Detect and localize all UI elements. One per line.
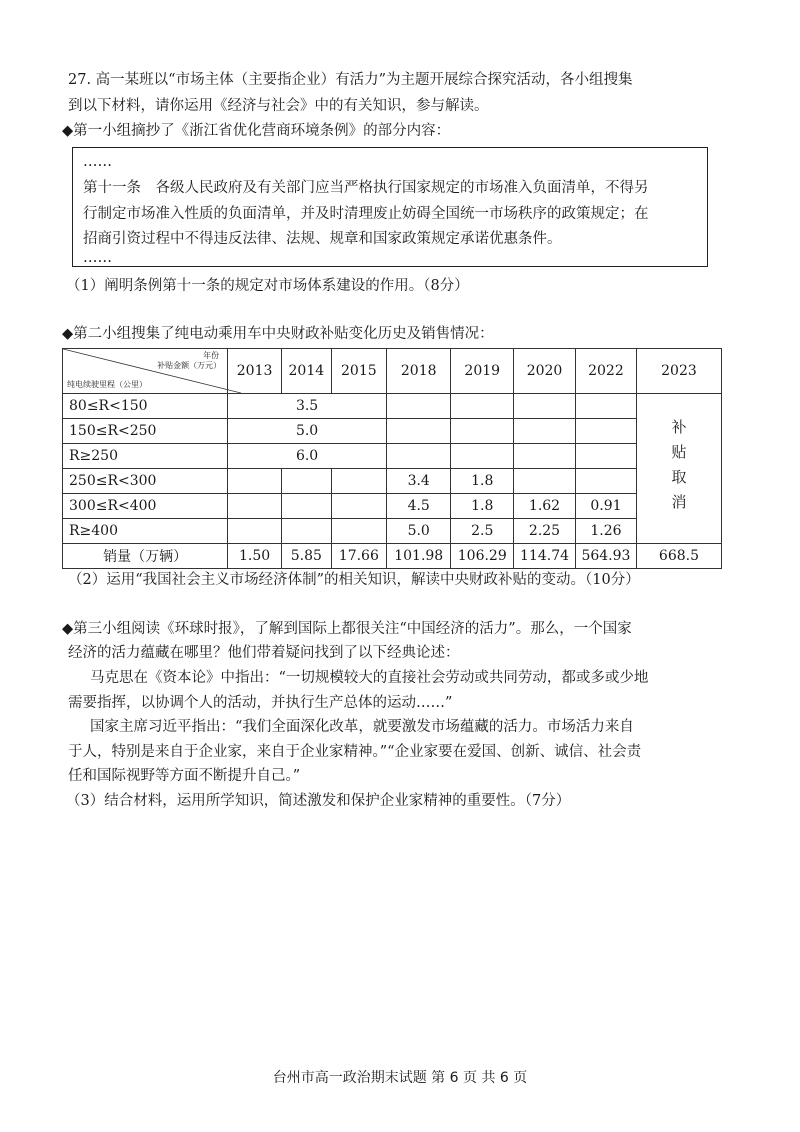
question-1: （1）阐明条例第十一条的规定对市场体系建设的作用。（8分） bbox=[66, 278, 469, 294]
table-corner-cell bbox=[63, 349, 228, 394]
subsidy-cancelled-cell: 补贴取消 bbox=[636, 394, 721, 544]
table-row bbox=[63, 469, 722, 494]
subsidy-cell bbox=[514, 419, 576, 444]
table-row bbox=[63, 519, 722, 544]
excerpt-line-1: 第十一条 各级人民政府及有关部门应当严格执行国家规定的市场准入负面清单，不得另 bbox=[83, 180, 649, 196]
subsidy-cell bbox=[282, 519, 332, 544]
subsidy-cell: 2.5 bbox=[451, 519, 514, 544]
corner-amount-label: 补贴金额（万元） bbox=[157, 361, 222, 370]
subsidy-cell bbox=[282, 494, 332, 519]
sales-label: 销量（万辆） bbox=[63, 544, 228, 569]
subsidy-cell bbox=[331, 469, 386, 494]
sales-cell: 17.66 bbox=[331, 544, 386, 569]
page-footer: 台州市高一政治期末试题 第 6 页 共 6 页 bbox=[272, 1070, 528, 1086]
year-header: 2022 bbox=[575, 349, 636, 394]
subsidy-cell: 1.8 bbox=[451, 494, 514, 519]
subsidy-cell bbox=[451, 419, 514, 444]
sales-cell: 106.29 bbox=[451, 544, 514, 569]
subsidy-cell bbox=[514, 444, 576, 469]
xi-quote-line-3: 任和国际视野等方面不断提升自己。” bbox=[68, 768, 301, 784]
subsidy-cell bbox=[228, 519, 282, 544]
subsidy-cell bbox=[228, 469, 282, 494]
intro-line-2: 到以下材料，请你运用《经济与社会》中的有关知识，参与解读。 bbox=[68, 98, 489, 114]
subsidy-cell bbox=[331, 494, 386, 519]
marx-quote-line-2: 需要指挥，以协调个人的活动，并执行生产总体的运动……” bbox=[68, 695, 453, 711]
range-cell: 150≤R<250 bbox=[63, 419, 228, 444]
subsidy-cell: 1.8 bbox=[451, 469, 514, 494]
question-2: （2）运用“我国社会主义市场经济体制”的相关知识，解读中央财政补贴的变动。（10分） bbox=[68, 572, 640, 588]
range-cell: 250≤R<300 bbox=[63, 469, 228, 494]
subsidy-cell bbox=[387, 419, 451, 444]
subsidy-cell bbox=[282, 469, 332, 494]
excerpt-line-3: 招商引资过程中不得违反法律、法规、规章和国家政策规定承诺优惠条件。 bbox=[83, 231, 562, 247]
subsidy-cell bbox=[451, 394, 514, 419]
subsidy-cell bbox=[575, 394, 636, 419]
group2-heading: ◆第二小组搜集了纯电动乘用车中央财政补贴变化历史及销售情况： bbox=[62, 326, 494, 342]
subsidy-cell: 5.0 bbox=[228, 419, 387, 444]
group3-heading-line-2: 经济的活力蕴藏在哪里？他们带着疑问找到了以下经典论述： bbox=[68, 645, 460, 661]
subsidy-cell: 0.91 bbox=[575, 494, 636, 519]
sales-cell: 564.93 bbox=[575, 544, 636, 569]
subsidy-cell bbox=[575, 444, 636, 469]
subsidy-cell: 2.25 bbox=[514, 519, 576, 544]
year-header: 2014 bbox=[282, 349, 332, 394]
year-header: 2019 bbox=[451, 349, 514, 394]
sales-cell: 114.74 bbox=[514, 544, 576, 569]
regulation-excerpt-box bbox=[72, 147, 708, 267]
subsidy-cell: 3.4 bbox=[387, 469, 451, 494]
corner-year-label: 年份 bbox=[203, 351, 220, 360]
excerpt-ellipsis-top: …… bbox=[83, 154, 112, 170]
table-row bbox=[63, 444, 722, 469]
xi-quote-line-1: 国家主席习近平指出：“我们全面深化改革，就要激发市场蕴藏的活力。市场活力来自 bbox=[90, 719, 634, 735]
year-header: 2018 bbox=[387, 349, 451, 394]
subsidy-cell bbox=[387, 444, 451, 469]
intro-line-1: 27. 高一某班以“市场主体（主要指企业）有活力”为主题开展综合探究活动，各小组搜集 bbox=[68, 72, 633, 88]
marx-quote-line-1: 马克思在《资本论》中指出：“一切规模较大的直接社会劳动或共同劳动，都或多或少地 bbox=[90, 670, 649, 686]
question-3: （3）结合材料，运用所学知识，简述激发和保护企业家精神的重要性。（7分） bbox=[66, 793, 571, 809]
range-cell: R≥400 bbox=[63, 519, 228, 544]
subsidy-cell: 3.5 bbox=[228, 394, 387, 419]
excerpt-ellipsis-bottom: …… bbox=[83, 250, 112, 266]
subsidy-cell bbox=[575, 419, 636, 444]
subsidy-cell bbox=[331, 519, 386, 544]
subsidy-cell bbox=[514, 394, 576, 419]
group1-heading: ◆第一小组摘抄了《浙江省优化营商环境条例》的部分内容： bbox=[62, 123, 451, 139]
sales-cell: 101.98 bbox=[387, 544, 451, 569]
subsidy-cell bbox=[387, 394, 451, 419]
excerpt-line-2: 行制定市场准入性质的负面清单，并及时清理废止妨碍全国统一市场秩序的政策规定；在 bbox=[83, 206, 649, 222]
sales-cell: 1.50 bbox=[228, 544, 282, 569]
year-header: 2013 bbox=[228, 349, 282, 394]
table-row bbox=[63, 494, 722, 519]
table-row bbox=[63, 419, 722, 444]
sales-cell: 668.5 bbox=[636, 544, 721, 569]
year-header: 2020 bbox=[514, 349, 576, 394]
group3-heading-line-1: ◆第三小组阅读《环球时报》，了解到国际上都很关注“中国经济的活力”。那么，一个国家 bbox=[62, 621, 632, 637]
subsidy-cell bbox=[451, 444, 514, 469]
year-header: 2023 bbox=[636, 349, 721, 394]
subsidy-cell: 5.0 bbox=[387, 519, 451, 544]
corner-range-label: 纯电续驶里程（公里） bbox=[67, 380, 147, 389]
table-row bbox=[63, 394, 722, 419]
subsidy-table bbox=[62, 348, 722, 569]
subsidy-cell: 6.0 bbox=[228, 444, 387, 469]
range-cell: 300≤R<400 bbox=[63, 494, 228, 519]
subsidy-cell bbox=[575, 469, 636, 494]
subsidy-cell bbox=[228, 494, 282, 519]
subsidy-cell: 1.26 bbox=[575, 519, 636, 544]
sales-row bbox=[63, 544, 722, 569]
sales-cell: 5.85 bbox=[282, 544, 332, 569]
subsidy-cell: 1.62 bbox=[514, 494, 576, 519]
subsidy-cell: 4.5 bbox=[387, 494, 451, 519]
range-cell: R≥250 bbox=[63, 444, 228, 469]
year-header: 2015 bbox=[331, 349, 386, 394]
table-header-row bbox=[63, 349, 722, 394]
xi-quote-line-2: 于人，特别是来自于企业家，来自于企业家精神。”“企业家要在爱国、创新、诚信、社会责 bbox=[68, 744, 642, 760]
subsidy-cell bbox=[514, 469, 576, 494]
range-cell: 80≤R<150 bbox=[63, 394, 228, 419]
